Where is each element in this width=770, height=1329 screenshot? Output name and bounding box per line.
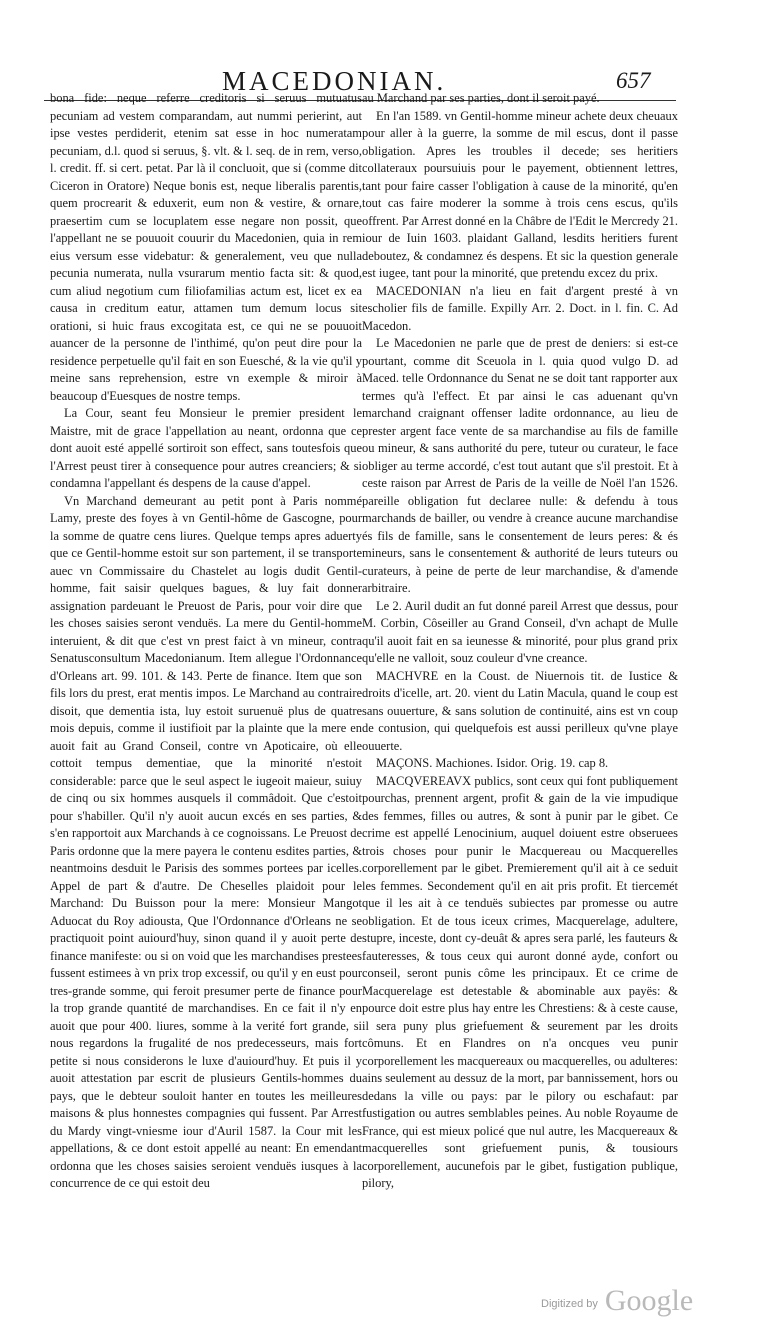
- paragraph: Le Macedonien ne parle que de prest de deniers: si est-ce pourtant, comme dit Sceuola in l. quia quod vulgo D. ad Maced. telle Ordonnance du Senat ne se doit tant rapporter aux termes qu'à l'effect. Et par ainsi le cas aduenant qu'vn marchand craignant offenser ladite ordonnance, au lieu de prester argent face vente de sa marchandise au fils de famille ou mineur, & sans authorité du pere, tuteur ou curateur, le face obliger au terme accordé, c'est tout autant que s'il prestoit. Et à ceste raison par Arrest de Paris de la veille de Noël l'an 1526. pareille obligation fut declaree nulle: & defendu à tous marchands de bailler, ou vendre à creance aucune marchandise és fils de famille, sans le consentement de leurs peres: & és mineurs, sans le consentement & authorité de leurs tuteurs ou curateurs, à peine de perte de leur marchandise, & d'amende arbitraire.: [362, 336, 678, 595]
- paragraph: En l'an 1589. vn Gentil-homme mineur achete deux cheuaux pour aller à la guerre, la somme de mil escus, dont il passe obligation. Apres les troubles il decede; ses heritiers collateraux poursuiuis pour le payement, obtiennent lettres, tant pour faire casser l'obligation à cause de la minorité, qu'en tout cas faire moderer la somme à trois cens escus, qu'ils offrent. Par Arrest donné en la Châbre de l'Edit le Mercredy 21. iour de Iuin 1603. plaidant Galland, lesdits heritiers furent deboutez, & condamnez és despens. Et sic la question generale est iugee, tant pour la minorité, que pretendu excez du prix.: [362, 108, 678, 280]
- page-number: 657: [616, 68, 651, 93]
- paragraph: MACEDONIAN n'a lieu en fait d'argent presté à vn escholier fils de famille. Expilly Arr. 2. Doct. in l. fin. C. Ad Macedon.: [362, 283, 678, 333]
- paragraph: MACQVEREAVX publics, sont ceux qui font publiquement pourchas, prennent argent, profit & gain de la vie impudique des femmes, filles ou autres, & sont à punir par le gibet. Ce crime est appellé Lenocinium, auquel doiuent estre obseruees trois choses pour punir le Macquereau ou Macquerelles corporellement par le gibet. Premierement qu'il ait à ce seduit les femmes. Secondement qu'il en ait pris profit. Et tiercemét que il les ait à ce tenduës subiectes par promesse ou autre obligation. Et de tous iceux crimes, Macquerelage, adultere, stupre, inceste, dont cy-deuât & apres sera parlé, les fauteurs & fauteresses, & tous ceux qui auront donné ayde, confort ou conseil, seront punis côme les principaux. Et ce crime de Macquerelage est detestable & abominable aux payës: & pource doit estre plus hay entre les Chrestiens: & à ceste cause, il sera puny plus griefuement & seurement par les droits cômuns. Et en Flandres on n'a oncques veu punir corporellement les macquereaux ou macquerelles, ou adulteres: ains seulement au dessuz de la mort, par bannissement, hors ou dedans la ville ou pays: par le pilory ou eschafaut: par fustigation ou autres semblables peines. Au noble Royaume de France, qui est mieux policé que nul autre, les Macquereaux & macquerelles sont griefuement punis, & tousiours corporellement, aucunefois par le gibet, fustigation publique, pilory,: [362, 773, 678, 1190]
- paragraph: au Marchand par ses parties, dont il seroit payé.: [362, 91, 600, 105]
- digitized-label: Digitized by: [541, 1298, 598, 1310]
- digitized-by-google-watermark: [541, 1284, 711, 1320]
- google-logo: Google: [604, 1284, 694, 1317]
- paragraph: Le 2. Auril dudit an fut donné pareil Arrest que dessus, pour M. Corbin, Côseiller au Grand Conseil, d'vn achapt de Mulle qu'il auoit fait en sa ieunesse & minorité, pour plus grand prix qu'elle ne valloit, souz couleur d'vne creance.: [362, 598, 678, 665]
- paragraph: MAÇONS. Machiones. Isidor. Orig. 19. cap 8.: [376, 756, 609, 770]
- paragraph: La Cour, seant feu Monsieur le premier president le Maistre, mit de grace l'appellation au neant, ordonna que ce dont auoit esté appellé sortiroit son effect, sans toutesfois que l'Arrest peust tirer à consequence pour autres creanciers; & si condamna l'appellant és despens de la cause d'appel.: [50, 406, 362, 490]
- right-column: [362, 90, 678, 1193]
- paragraph: bona fide: neque referre creditoris si seruus mutuatus pecuniam ad vestem comparandam, aut nummi perierint, aut ipse vestes perdiderit, etenim sat esse in hoc numeratam pecuniam, d.l. quod si seruus, §. vlt. & l. seq. de in rem, verso, l. credit. ff. si cert. petat. Par là il concluoit, que si (comme dit Ciceron in Oratore) Neque bonis est, neque liberalis parentis, quem procrearit & eduxerit, eum non & vestire, & ornare, praesertim cum se locuplatem esse negare non possit, que l'appellant ne se pouuoit couurir du Macedonien, quia in rem eius versum esse videbatur: & generalement, veu que nulla pecunia numerata, nulla vsurarum mentio facta sit: & quod, cum aliud negotium cum filiofamilias actum est, licet ex ea causa in creditum eatur, attamen tum demum locus sit orationi, si huic fraus excogitata est, ce qui ne se pouuoit auancer de la personne de l'inthimé, qu'on peut dire pour la residence perpetuelle qu'il fait en son Euesché, & la vie qu'il y meine sans reprehension, estre vn exemple & miroir à beaucoup d'Euesques de nostre temps.: [50, 91, 362, 403]
- left-column: [50, 90, 362, 1193]
- paragraph: MACHVRE en la Coust. de Niuernois tit. de Iustice & droits d'icelle, art. 20. vient du Latin Macula, quand le coup est sans ouuerture, & sans solution de continuité, ains est vn coup de contusion, qui quelquefois est aussi perilleux qu'vne playe ouuerte.: [362, 668, 678, 753]
- running-head: MACEDONIAN.: [222, 66, 447, 96]
- paragraph: Vn Marchand demeurant au petit pont à Paris nommé Lamy, preste des foyes à vn Gentil-hôme de Gascogne, pour la somme de quatre cens liures. Quelque temps apres aduerty que ce Gentil-homme estoit sur son partement, il se transporte auec vn Commissaire du Chastelet au logis dudit Gentil-homme, fait saisir quelques bagues, & luy fait donner assignation pardeuant le Preuost de Paris, pour voir dire que les choses saisies seront venduës. La mere du Gentil-homme interuient, & dit que c'est vn prest faict à vn mineur, contra Senatusconsultum Macedonianum. Item allegue l'Ordonnance d'Orleans art. 99. 101. & 143. Perte de finance. Item que son fils lors du prest, erat mentis impos. Le Marchand au contraire disoit, que dementia ista, luy estoit suruenuë plus de quatre mois depuis, comme il iustifioit par la plainte que la mere en auoit fait au Grand Conseil, contre vn Apoticaire, où elle cottoit tempus dementiae, que la minorité n'estoit considerable: parce que le seul aspect le iugeoit maieur, suiuy de cinq ou six hommes ausquels il commâdoit. Que c'estoit pour s'habiller. Qu'il n'y auoit aucun excés en ses parties, & s'en rapportoit aux Marchands à ce cognoissans. Le Preuost de Paris ordonne que la mere payera le contenu esdites parties, & neantmoins desduit le Parisis des sommes portees par icelles. Appel de part & d'autre. De Cheselles plaidoit pour le Marchand: Du Buisson pour la mere: Monsieur Mangot Aduocat du Roy adiousta, Que l'Ordonnance d'Orleans ne se practiquoit point auiourd'huy, sinon quand il y auoit perte de finance manifeste: ou si on void que les marchandises prestees fussent estimees à vn prix trop excessif, ou qu'il y en eust pour tres-grande somme, qui feroit presumer perte de finance pour la trop grande quantité de marchandises. En ce fait il n'y en auoit que pour 400. liures, somme à la verité fort grande, si nous regardons la frugalité de nos predecesseurs, mais fort petite si nous considerons le luxe d'auiourd'huy. Et puis il y auoit attestation par escrit de plusieurs Gentils-hommes du pays, que le debteur souloit hanter en toutes les meilleures maisons & plus honnestes compagnies qui fussent. Par Arrest du Mardy vingt-vniesme iour d'Auril 1587. la Cour mit les appellations, & ce dont estoit appellé au neant: En emendant ordonna que les choses saisies seroient venduës iusques à la concurrence de ce qui estoit deu: [50, 493, 362, 1190]
